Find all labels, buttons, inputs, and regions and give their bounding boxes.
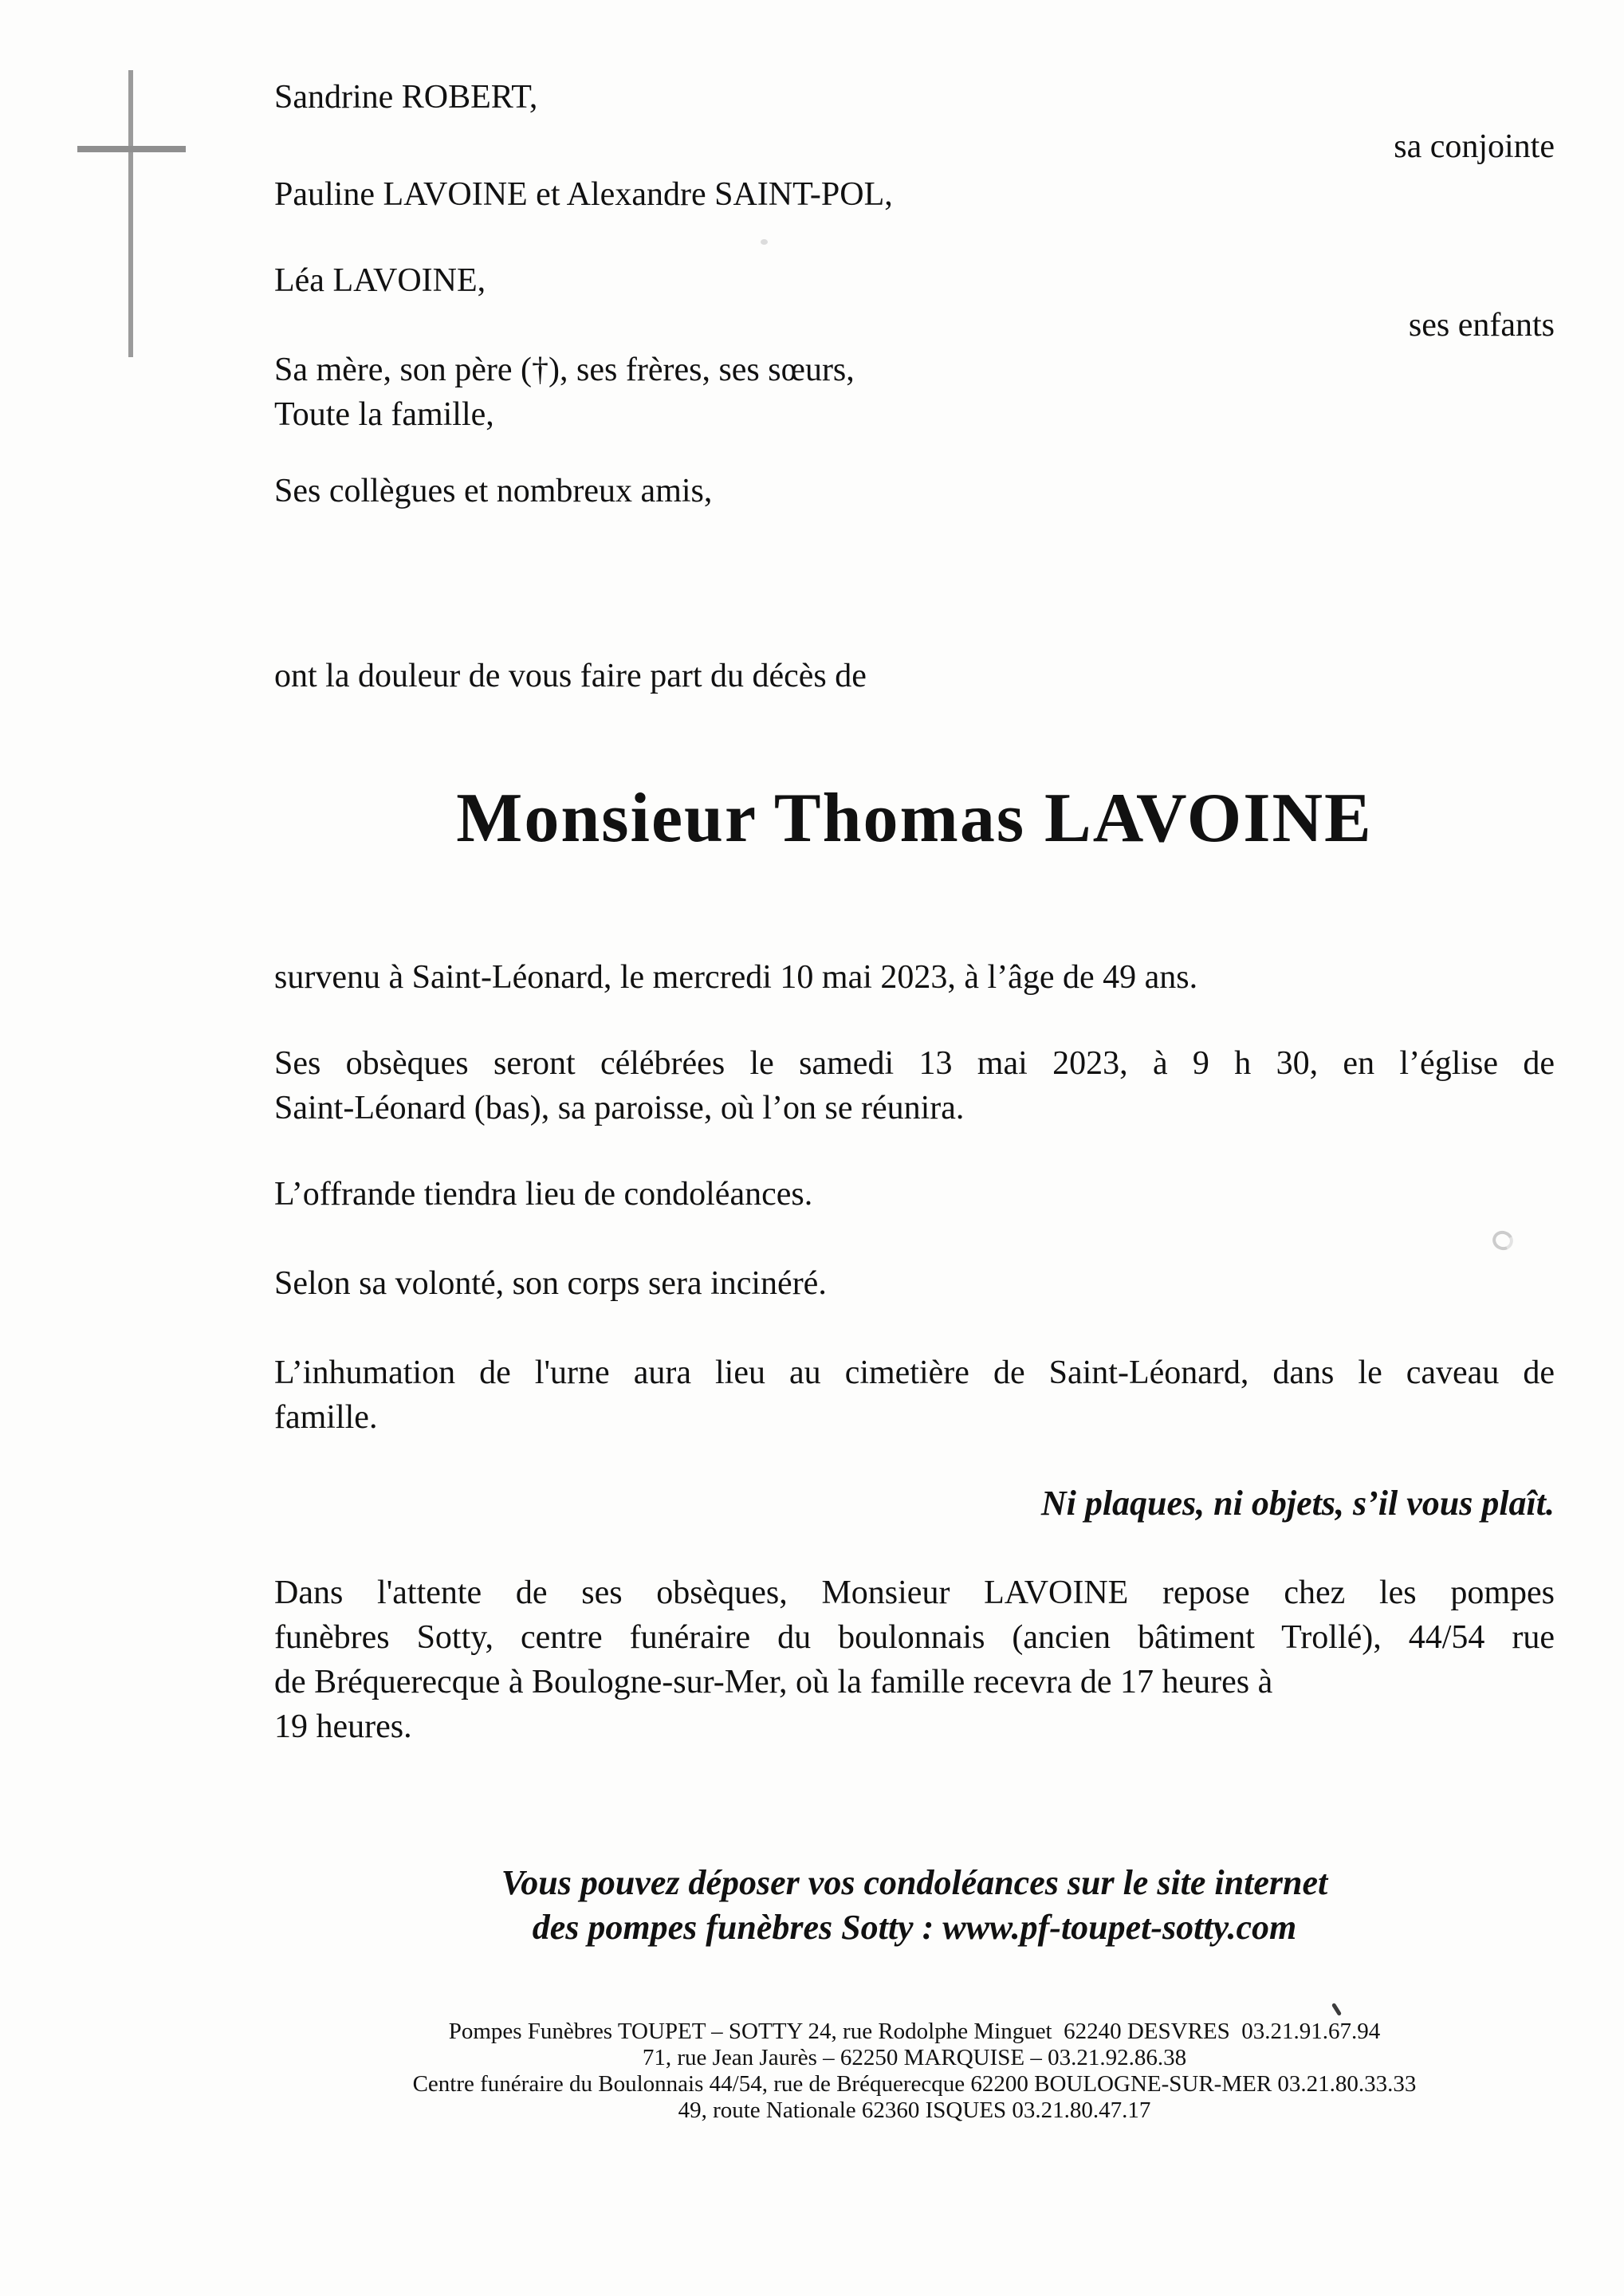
relative-line-daughter: Léa LAVOINE,	[274, 262, 486, 299]
condolences-website-notice-line-1: Vous pouvez déposer vos condoléances sur le site internet	[501, 1863, 1328, 1902]
funeral-service-line-2: Saint-Léonard (bas), sa paroisse, où l’on se réunira.	[274, 1090, 965, 1126]
relative-line-parents-siblings: Sa mère, son père (†), ses frères, ses sœurs,	[274, 352, 855, 388]
burial-line-1: L’inhumation de l'urne aura lieu au cimetière de Saint-Léonard, dans le caveau de	[274, 1354, 1555, 1391]
funeral-service-line-1: Ses obsèques seront célébrées le samedi 13 mai 2023, à 9 h 30, en l’église de	[274, 1045, 1555, 1082]
relation-label-partner: sa conjointe	[1394, 128, 1555, 165]
announcement-content	[274, 0, 1555, 2124]
condolences-website-notice-line-2: des pompes funèbres Sotty : www.pf-toupet-sotty.com	[532, 1908, 1297, 1947]
cremation-line: Selon sa volonté, son corps sera incinéré.	[274, 1265, 827, 1302]
relative-line-children-couple: Pauline LAVOINE et Alexandre SAINT-POL,	[274, 176, 893, 213]
footer-address-line-desvres: Pompes Funèbres TOUPET – SOTTY 24, rue Rodolphe Minguet 62240 DESVRES 03.21.91.67.94	[448, 2019, 1381, 2044]
deceased-name-title: Monsieur Thomas LAVOINE	[456, 780, 1373, 857]
cross-vertical-bar	[128, 70, 133, 357]
repose-line-3: de Bréquerecque à Boulogne-sur-Mer, où la famille recevra de 17 heures à	[274, 1664, 1273, 1700]
relative-line-colleagues-friends: Ses collègues et nombreux amis,	[274, 473, 713, 509]
repose-line-1: Dans l'attente de ses obsèques, Monsieur LAVOINE repose chez les pompes	[274, 1575, 1555, 1611]
burial-line-2: famille.	[274, 1399, 378, 1436]
death-details-line: survenu à Saint-Léonard, le mercredi 10 mai 2023, à l’âge de 49 ans.	[274, 959, 1198, 996]
repose-line-4: 19 heures.	[274, 1708, 412, 1745]
cross-horizontal-bar	[77, 146, 186, 152]
funeral-home-footer	[274, 2019, 1555, 2124]
relative-line-partner: Sandrine ROBERT,	[274, 79, 538, 116]
footer-address-line-isques: 49, route Nationale 62360 ISQUES 03.21.80.47.17	[678, 2097, 1151, 2123]
relative-line-whole-family: Toute la famille,	[274, 396, 494, 433]
footer-address-line-marquise: 71, rue Jean Jaurès – 62250 MARQUISE – 03.21.92.86.38	[642, 2045, 1187, 2070]
footer-address-line-boulogne: Centre funéraire du Boulonnais 44/54, rue de Bréquerecque 62200 BOULOGNE-SUR-MER 03.21.80.33.33	[412, 2071, 1417, 2097]
no-plaques-notice: Ni plaques, ni objets, s’il vous plaît.	[1040, 1484, 1555, 1523]
announcement-line: ont la douleur de vous faire part du décès de	[274, 658, 867, 694]
repose-line-2: funèbres Sotty, centre funéraire du boulonnais (ancien bâtiment Trollé), 44/54 rue	[274, 1619, 1555, 1656]
offering-line: L’offrande tiendra lieu de condoléances.	[274, 1176, 813, 1213]
relation-label-children: ses enfants	[1408, 307, 1555, 344]
